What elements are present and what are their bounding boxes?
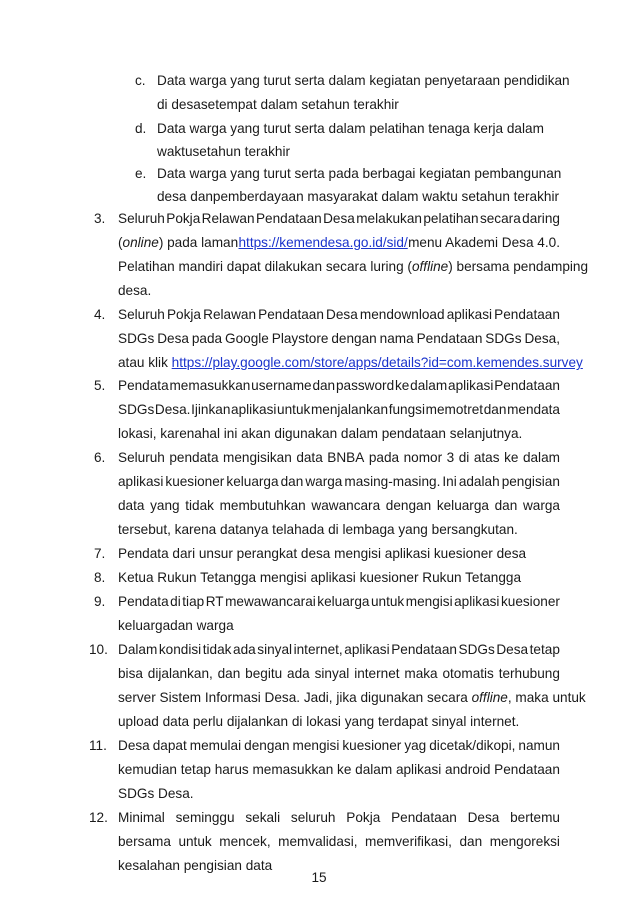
list-item-line [118, 593, 560, 611]
list-item-line: Pelatihan mandiri dapat dilakukan secara luring (offline) bersama pendamping [118, 259, 589, 274]
word: aplikasi [448, 378, 494, 393]
word: mewawancarai [225, 594, 316, 609]
list-item-line [118, 401, 560, 419]
word: data [296, 450, 323, 465]
word: harus [214, 762, 249, 777]
list-item-line: desa. [118, 283, 152, 298]
list-item-line: server Sistem Informasi Desa. Jadi, jika digunakan secara offline, maka untuk [118, 690, 586, 705]
list-item-line: Pendata dari unsur perangkat desa mengisi aplikasi kuesioner desa [118, 546, 527, 561]
word: aplikasi [344, 642, 390, 657]
word: Dalam [118, 642, 158, 657]
word: dengan [331, 331, 377, 346]
word: mendata [507, 402, 560, 417]
word: yang [150, 498, 180, 513]
word: android [445, 762, 491, 777]
word: password [335, 378, 395, 393]
word: Pendataan [494, 762, 560, 777]
word: atas [473, 450, 500, 465]
word: SDGs [458, 642, 495, 657]
word: Pokja [166, 211, 201, 226]
word: untuk [370, 594, 405, 609]
word: aplikasi [231, 402, 277, 417]
word: di [458, 450, 470, 465]
word: dan [483, 402, 507, 417]
word: memulai [189, 738, 242, 753]
word: masing-masing. [344, 474, 441, 489]
list-item-line: SDGs Desa. [118, 786, 194, 801]
word: begitu [245, 666, 283, 681]
list-item-line: desa danpemberdayaan masyarakat dalam waktu setahun terakhir [157, 189, 560, 204]
list-item-line [118, 473, 560, 491]
word: membutuhkan [219, 498, 306, 513]
word: bertemu [510, 810, 560, 825]
list-number: 9. [94, 594, 106, 609]
list-item-line [118, 737, 560, 755]
word: otomatis [442, 666, 494, 681]
word: dengan [244, 738, 290, 753]
word: kuesioner [500, 594, 560, 609]
word: aplikasi [118, 474, 164, 489]
word: untuk [178, 834, 212, 849]
list-item-line: keluargadan warga [118, 618, 234, 633]
word: pada [191, 331, 223, 346]
word: mengisi [405, 594, 453, 609]
word: dan [494, 498, 518, 513]
list-item-line [118, 330, 560, 348]
word: kuesioner [342, 738, 402, 753]
word: kemudian [118, 762, 177, 777]
word: mencek, [219, 834, 271, 849]
word: fungsi [388, 402, 425, 417]
word: keluarga [436, 498, 489, 513]
word: Pokja [346, 810, 381, 825]
word: dalam [410, 378, 448, 393]
list-item-line: di desasetempat dalam setahun terakhir [157, 97, 399, 112]
word: mengisikan [223, 450, 292, 465]
word: ada [287, 666, 310, 681]
word: Pendata [118, 594, 169, 609]
word: di [170, 594, 181, 609]
list-item-line [118, 833, 560, 851]
word: username [251, 378, 312, 393]
word: pendata [169, 450, 219, 465]
list-letter: d. [135, 121, 147, 136]
list-item-line: Data warga yang turut serta pada berbagai kegiatan pembangunan [157, 166, 562, 181]
word: pada [368, 450, 400, 465]
list-item-line: Data warga yang turut serta dalam pelatihan tenaga kerja dalam [157, 121, 544, 136]
word: Ini [442, 474, 457, 489]
list-item-line: atau klik https://play.google.com/store/apps/details?id=com.kemendes.survey [118, 355, 583, 370]
word: memasukkan [252, 762, 334, 777]
word: tetap [529, 642, 560, 657]
word: wawancara [311, 498, 381, 513]
word: namun [518, 738, 560, 753]
word: bersama [118, 834, 171, 849]
word: dalam [355, 762, 393, 777]
word: yag [404, 738, 427, 753]
word: Relawan [203, 307, 257, 322]
word: nomor [403, 450, 443, 465]
word: Pendataan [391, 810, 457, 825]
word: dan [217, 666, 241, 681]
word: internet, [293, 642, 343, 657]
word: Desa, [524, 331, 560, 346]
word: daring [522, 211, 560, 226]
word: mengisi [292, 738, 340, 753]
list-letter: c. [135, 73, 146, 88]
word: sinyal [257, 642, 293, 657]
word: Pendata [118, 378, 169, 393]
word: ke [504, 450, 519, 465]
word: Pendataan [391, 642, 457, 657]
list-item-line: (online) pada laman https://kemendesa.go.id/sid/ menu Akademi Desa 4.0. [118, 235, 560, 250]
word: Seluruh [118, 211, 165, 226]
word: mengoreksi [489, 834, 560, 849]
list-item-line: waktusetahun terakhir [157, 144, 290, 159]
word: dalam [522, 450, 560, 465]
word: Desa [326, 307, 358, 322]
word: dijalankan, [147, 666, 213, 681]
word: tidak [185, 498, 214, 513]
word: Desa [467, 810, 500, 825]
list-number: 10. [89, 642, 108, 657]
word: secara [479, 211, 521, 226]
word: dicetak/dikopi, [429, 738, 516, 753]
word: seminggu [175, 810, 235, 825]
word: Ijinkan [191, 402, 231, 417]
word: Seluruh [118, 450, 165, 465]
list-item-line [118, 449, 560, 467]
list-item-line [118, 210, 560, 228]
word: memverifikasi, [365, 834, 452, 849]
word: internet [354, 666, 400, 681]
word: Playstore [271, 331, 329, 346]
word: Pokja [166, 307, 201, 322]
list-item-line [118, 809, 560, 827]
word: 3 [446, 450, 455, 465]
list-number: 4. [94, 307, 106, 322]
word: pengisian [501, 474, 560, 489]
word: dengan [385, 498, 432, 513]
word: aplikasi [446, 307, 493, 322]
word: aplikasi [395, 762, 442, 777]
list-letter: e. [135, 166, 147, 181]
list-number: 5. [94, 378, 106, 393]
word: pelatihan [423, 211, 479, 226]
word: sinyal [314, 666, 350, 681]
list-item-line: upload data perlu dijalankan di lokasi yang terdapat sinyal internet. [118, 714, 520, 729]
list-item-line: tersebut, karena datanya telahada di lembaga yang bersangkutan. [118, 522, 518, 537]
page-number: 15 [311, 870, 327, 885]
word: ke [394, 378, 410, 393]
word: Seluruh [118, 307, 165, 322]
list-item-line [118, 306, 560, 324]
list-item-line: Data warga yang turut serta dalam kegiatan penyetaraan pendidikan [157, 73, 570, 88]
list-item-line [118, 377, 560, 395]
word: kondisi [158, 642, 202, 657]
word: ke [337, 762, 352, 777]
list-number: 7. [94, 546, 106, 561]
word: adalah [458, 474, 500, 489]
word: untuk [277, 402, 311, 417]
list-item-line: lokasi, karenahal ini akan digunakan dalam pendataan selanjutnya. [118, 426, 523, 441]
word: tetap [180, 762, 211, 777]
word: ada [233, 642, 256, 657]
word: tiap [182, 594, 205, 609]
word: sekali [245, 810, 281, 825]
list-number: 6. [94, 450, 106, 465]
word: Pendataan [416, 331, 483, 346]
word: SDGs [118, 402, 155, 417]
word: bisa [118, 666, 143, 681]
word: seluruh [290, 810, 336, 825]
list-item-line [118, 497, 560, 515]
word: mendownload [359, 307, 445, 322]
playstore-link[interactable]: https://play.google.com/store/apps/details?id=com.kemendes.survey [171, 355, 583, 370]
word: memvalidasi, [278, 834, 358, 849]
word: data [118, 498, 145, 513]
word: dan [312, 378, 336, 393]
word: kuesioner [165, 474, 225, 489]
word: warga [522, 498, 560, 513]
word: memasukkan [169, 378, 251, 393]
word: menjalankan [310, 402, 389, 417]
list-number: 12. [89, 810, 108, 825]
word: SDGs [485, 331, 522, 346]
word: Google [225, 331, 269, 346]
word: melakukan [356, 211, 422, 226]
list-item-line: kesalahan pengisian data [118, 858, 273, 873]
list-item-line: Ketua Rukun Tetangga mengisi aplikasi kuesioner Rukun Tetangga [118, 570, 522, 585]
word: SDGs [118, 331, 155, 346]
word: Pendataan [255, 211, 322, 226]
word: warga [305, 474, 343, 489]
word: nama [379, 331, 414, 346]
word: Desa [323, 211, 355, 226]
word: Pendataan [494, 378, 560, 393]
word: Relawan [201, 211, 255, 226]
list-number: 11. [89, 738, 107, 753]
word: Desa [496, 642, 529, 657]
word: terhubung [498, 666, 560, 681]
word: Pendataan [258, 307, 324, 322]
kemendesa-link[interactable]: https://kemendesa.go.id/sid/ [238, 235, 408, 250]
word: Desa [118, 738, 150, 753]
word: keluarga [317, 594, 370, 609]
list-item-line [118, 641, 560, 659]
word: Desa [157, 331, 189, 346]
word: Desa. [154, 402, 191, 417]
word: memotret [425, 402, 484, 417]
list-item-line [118, 665, 560, 683]
word: dapat [152, 738, 187, 753]
word: aplikasi [454, 594, 500, 609]
word: maka [404, 666, 438, 681]
word: Minimal [118, 810, 165, 825]
word: dan [280, 474, 304, 489]
list-number: 3. [94, 211, 106, 226]
list-number: 8. [94, 570, 106, 585]
word: tidak [202, 642, 232, 657]
word: BNBA [327, 450, 365, 465]
word: RT [205, 594, 224, 609]
word: dan [459, 834, 483, 849]
word: keluarga [226, 474, 279, 489]
list-item-line [118, 761, 560, 779]
word: Pendataan [494, 307, 560, 322]
